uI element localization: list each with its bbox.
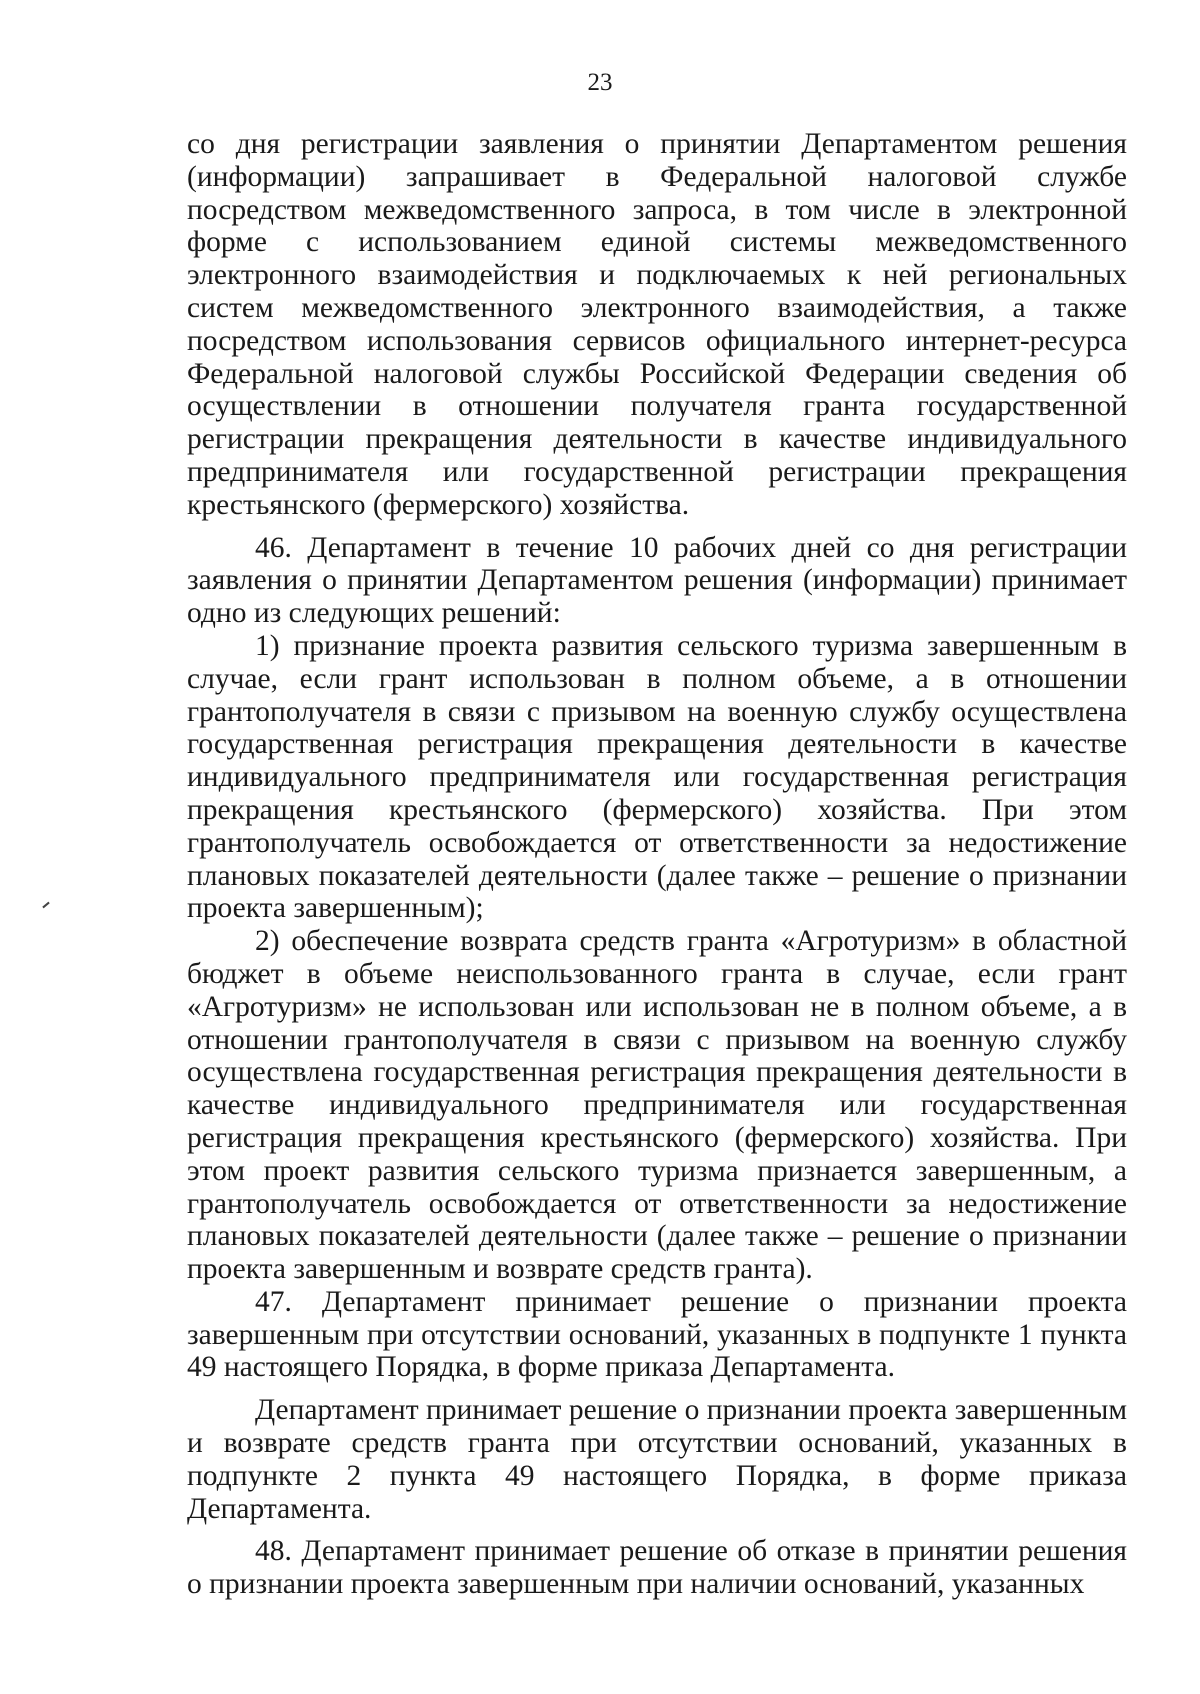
page-number: 23 <box>587 69 613 96</box>
paragraph-46: 46. Департамент в течение 10 рабочих дней со дня регистрации заявления о принятии Департаментом решения (информации) принимает одно из следующих решений: <box>187 531 1127 630</box>
margin-mark <box>42 902 49 909</box>
paragraph-46-item-1: 1) признание проекта развития сельского туризма завершенным в случае, если грант использован в полном объеме, а в отношении грантополучателя в связи с призывом на военную службу осуществлена государственная регистрация прекращения деятельности в качестве индивидуального предпринимателя или государственная регистрация прекращения крестьянского (фермерского) хозяйства. При этом грантополучатель освобождается от ответственности за недостижение плановых показателей деятельности (далее также – решение о признании проекта завершенным); <box>187 629 1127 925</box>
paragraph-47: 47. Департамент принимает решение о признании проекта завершенным при отсутствии оснований, указанных в подпункте 1 пункта 49 настоящего Порядка, в форме приказа Департамента. <box>187 1285 1127 1384</box>
paragraph-46-item-2: 2) обеспечение возврата средств гранта «Агротуризм» в областной бюджет в объеме неиспользованного гранта в случае, если грант «Агротуризм» не использован или использован не в полном объеме, а в отношении грантополучателя в связи с призывом на военную службу осуществлена государственная регистрация прекращения деятельности в качестве индивидуального предпринимателя или государственная регистрация прекращения крестьянского (фермерского) хозяйства. При этом проект развития сельского туризма признается завершенным, а грантополучатель освобождается от ответственности за недостижение плановых показателей деятельности (далее также – решение о признании проекта завершенным и возврате средств гранта). <box>187 925 1127 1286</box>
paragraph-48: 48. Департамент принимает решение об отказе в принятии решения о признании проекта завершенным при наличии оснований, указанных <box>187 1535 1127 1601</box>
paragraph-47-second: Департамент принимает решение о признании проекта завершенным и возврате средств гранта при отсутствии оснований, указанных в подпункте 2 пункта 49 настоящего Порядка, в форме приказа Департамента. <box>187 1394 1127 1525</box>
document-body <box>187 128 1127 1601</box>
paragraph-continuation: со дня регистрации заявления о принятии Департаментом решения (информации) запрашивает в Федеральной налоговой службе посредством межведомственного запроса, в том числе в электронной форме с использованием единой системы межведомственного электронного взаимодействия и подключаемых к ней региональных систем межведомственного электронного взаимодействия, а также посредством использования сервисов официального интернет-ресурса Федеральной налоговой службы Российской Федерации сведения об осуществлении в отношении получателя гранта государственной регистрации прекращения деятельности в качестве индивидуального предпринимателя или государственной регистрации прекращения крестьянского (фермерского) хозяйства. <box>187 128 1127 521</box>
